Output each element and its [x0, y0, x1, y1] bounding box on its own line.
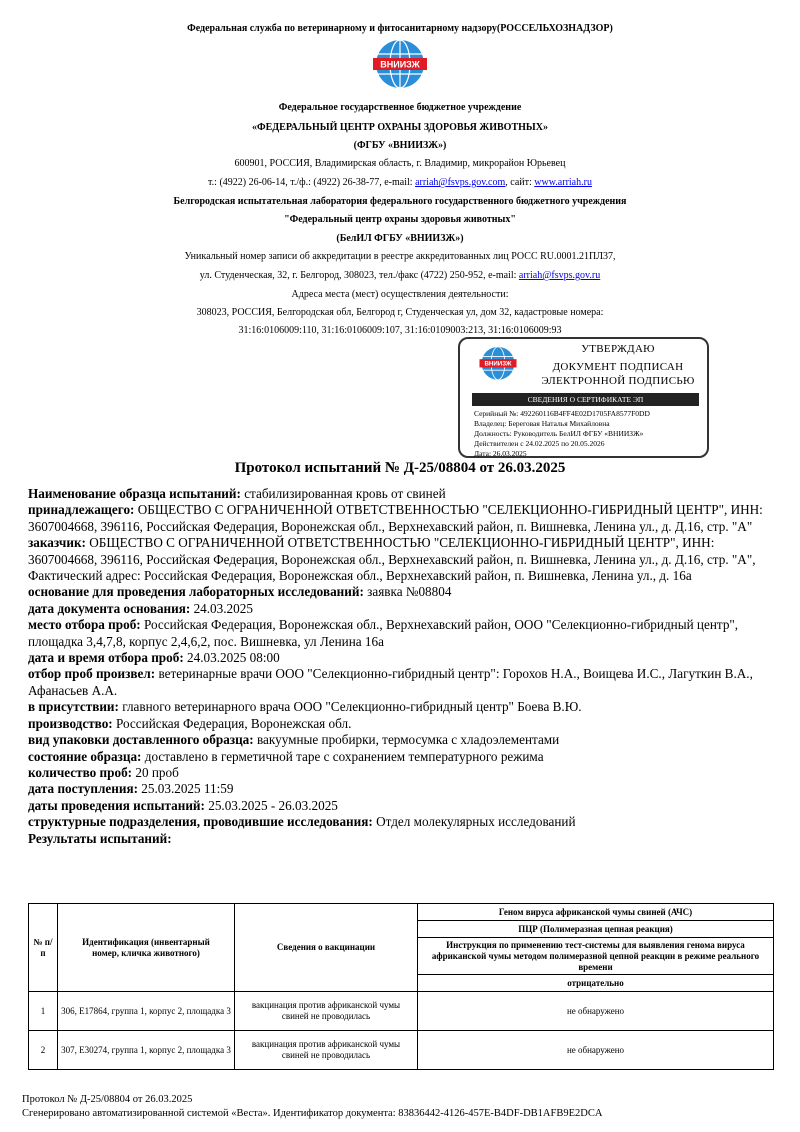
- lab-name-line2: "Федеральный центр охраны здоровья животных": [284, 214, 516, 225]
- row-vaccination: вакцинация против африканской чумы свиней не проводилась: [235, 992, 418, 1031]
- row-vaccination: вакцинация против африканской чумы свиней не проводилась: [235, 1031, 418, 1070]
- table-row: [29, 992, 774, 1031]
- field-production: производство: Российская Федерация, Воронежская обл.: [28, 715, 352, 731]
- lab-address: [0, 269, 800, 283]
- accreditation-number: Уникальный номер записи об аккредитации в реестре аккредитованных лиц РОСС RU.0001.21ПЛ37,: [184, 251, 616, 262]
- field-sample-count: количество проб: 20 проб: [28, 764, 179, 780]
- col-header-vaccination: Сведения о вакцинации: [235, 904, 418, 992]
- institution-address: 600901, РОССИЯ, Владимирская область, г. Владимир, микрорайон Юрьевец: [234, 158, 566, 169]
- row-result: не обнаружено: [418, 992, 774, 1031]
- row-number: 1: [29, 992, 58, 1031]
- lab-short-name: (БелИЛ ФГБУ «ВНИИЗЖ»): [336, 233, 464, 244]
- field-packaging: вид упаковки доставленного образца: вакуумные пробирки, термосумка с хладоэлементами: [28, 732, 560, 748]
- institution-contacts: [0, 176, 800, 190]
- lab-address-text: ул. Студенческая, 32, г. Белгород, 308023, тел./факс (4722) 250-952, e-mail:: [199, 270, 519, 281]
- footer-protocol: Протокол № Д-25/08804 от 26.03.2025: [22, 1094, 193, 1105]
- field-customer: заказчик: ОБЩЕСТВО С ОГРАНИЧЕННОЙ ОТВЕТСТВЕННОСТЬЮ "СЕЛЕКЦИОННО-ГИБРИДНЫЙ ЦЕНТР", ИНН: 3607004668, 396116, Российская Федерация, Воронежская обл., Верхнехавский район, п. Вишневка, Ленина ул., д. Д.16, стр. "А", Фактический адрес: Российская Федерация, Воронежская обл., Верхнехавский район, п. Вишневка, Ленина ул., д. 16а: [28, 535, 756, 584]
- results-title: Результаты испытаний:: [28, 830, 172, 846]
- institution-type: Федеральное государственное бюджетное учреждение: [278, 102, 522, 113]
- field-sample-name: Наименование образца испытаний: стабилизированная кровь от свиней: [28, 486, 446, 501]
- protocol-title: Протокол испытаний № Д-25/08804 от 26.03.2025: [234, 460, 566, 476]
- contacts-email-link[interactable]: arriah@fsvps.gov.com: [415, 177, 506, 188]
- table-row: [29, 1031, 774, 1070]
- field-sampled-by: отбор проб произвел: ветеринарные врачи ООО "Селекционно-гибридный центр": Горохов Н.А., Воищева И.С., Лагуткин В.А., Афанасьев А.А.: [28, 666, 753, 698]
- col-header-asf-genome: Геном вируса африканской чумы свиней (АЧС): [418, 904, 774, 921]
- stamp-signed: ДОКУМЕНТ ПОДПИСАН: [552, 361, 684, 373]
- row-identification: 306, E17864, группа 1, корпус 2, площадка 3: [58, 992, 235, 1031]
- field-departments: структурные подразделения, проводившие исследования: Отдел молекулярных исследований: [28, 814, 576, 830]
- footer-generated: Сгенерировано автоматизированной системой «Веста». Идентификатор документа: 83836442-4126-457E-B4DF-DB1AFB9E2DCA: [22, 1108, 603, 1119]
- activity-address: 308023, РОССИЯ, Белгородская обл, Белгород г, Студенческая ул, дом 32, кадастровые номера:: [196, 307, 604, 318]
- contacts-site-label: , сайт:: [505, 177, 535, 188]
- stamp-date: Дата: 26.03.2025: [474, 449, 527, 458]
- field-test-dates: даты проведения испытаний: 25.03.2025 - 26.03.2025: [28, 797, 338, 813]
- field-sampling-place: место отбора проб: Российская Федерация, Воронежская обл., Верхнехавский район, ООО "Селекционно-гибридный центр", площадка 3,4,7,8, корпус 2,4,6,2, пос. Вишневка, ул Ленина 16а: [28, 617, 739, 649]
- institution-name: «ФЕДЕРАЛЬНЫЙ ЦЕНТР ОХРАНЫ ЗДОРОВЬЯ ЖИВОТНЫХ»: [252, 122, 548, 133]
- agency-name: Федеральная служба по ветеринарному и фитосанитарному надзору(РОССЕЛЬХОЗНАДЗОР): [187, 23, 613, 34]
- results-table: [28, 903, 774, 1070]
- row-result: не обнаружено: [418, 1031, 774, 1070]
- stamp-serial: Серийный №: 492260116B4FF4E02D1705FA8577F0DD: [474, 409, 650, 418]
- contacts-site-link[interactable]: www.arriah.ru: [534, 177, 592, 188]
- institution-short-name: (ФГБУ «ВНИИЗЖ»): [353, 140, 447, 151]
- row-number: 2: [29, 1031, 58, 1070]
- contacts-phone: т.: (4922) 26-06-14, т./ф.: (4922) 26-38-77, e-mail:: [208, 177, 416, 188]
- lab-email-link[interactable]: arriah@fsvps.gov.ru: [518, 270, 601, 281]
- row-identification: 307, E30274, группа 1, корпус 2, площадка 3: [58, 1031, 235, 1070]
- stamp-owner: Владелец: Береговая Наталья Михайловна: [474, 419, 610, 428]
- field-basis-date: дата документа основания: 24.03.2025: [28, 600, 253, 616]
- cadastral-numbers: 31:16:0106009:110, 31:16:0106009:107, 31:16:0109003:213, 31:16:0106009:93: [238, 325, 562, 336]
- field-owner: принадлежащего: ОБЩЕСТВО С ОГРАНИЧЕННОЙ ОТВЕТСТВЕННОСТЬЮ "СЕЛЕКЦИОННО-ГИБРИДНЫЙ ЦЕНТР", ИНН: 3607004668, 396116, Российская Федерация, Воронежская обл., Верхнехавский район, п. Вишневка, Ленина ул., д. Д.16, стр. "А": [28, 502, 763, 534]
- col-header-norm: отрицательно: [418, 975, 774, 992]
- stamp-certificate-bar: СВЕДЕНИЯ О СЕРТИФИКАТЕ ЭП: [472, 393, 699, 406]
- logo-text: ВНИИЗЖ: [380, 59, 420, 70]
- stamp-logo-text: ВНИИЗЖ: [484, 360, 512, 368]
- field-in-presence: в присутствии: главного ветеринарного врача ООО "Селекционно-гибридный центр" Боева В.Ю.: [28, 699, 582, 715]
- e-signature-stamp: [458, 337, 709, 458]
- stamp-logo: [474, 345, 522, 383]
- col-header-pcr: ПЦР (Полимеразная цепная реакция): [418, 921, 774, 938]
- activity-title: Адреса места (мест) осуществления деятельности:: [291, 289, 509, 300]
- col-header-instruction: Инструкция по применению тест-системы для выявления генома вируса африканской чумы методом полимеразной цепной реакции в режиме реального времени: [418, 938, 774, 975]
- col-header-number: № п/п: [29, 904, 58, 992]
- field-basis: основание для проведения лабораторных исследований: заявка №08804: [28, 584, 452, 600]
- lab-name-line1: Белгородская испытательная лаборатория федерального государственного бюджетного учреждения: [173, 196, 627, 207]
- stamp-approve: УТВЕРЖДАЮ: [581, 343, 655, 355]
- stamp-position: Должность: Руководитель БелИЛ ФГБУ «ВНИИЗЖ»: [474, 429, 644, 438]
- sample-info: [28, 486, 778, 847]
- stamp-valid: Действителен с 24.02.2025 по 20.05.2026: [474, 439, 605, 448]
- field-sampling-datetime: дата и время отбора проб: 24.03.2025 08:00: [28, 650, 280, 666]
- vniizzh-logo: [365, 38, 435, 92]
- field-condition: состояние образца: доставлено в герметичной таре с сохранением температурного режима: [28, 748, 544, 764]
- col-header-identification: Идентификация (инвентарный номер, кличка животного): [58, 904, 235, 992]
- stamp-signed-electronic: ЭЛЕКТРОННОЙ ПОДПИСЬЮ: [541, 375, 695, 387]
- field-received-date: дата поступления: 25.03.2025 11:59: [28, 781, 234, 797]
